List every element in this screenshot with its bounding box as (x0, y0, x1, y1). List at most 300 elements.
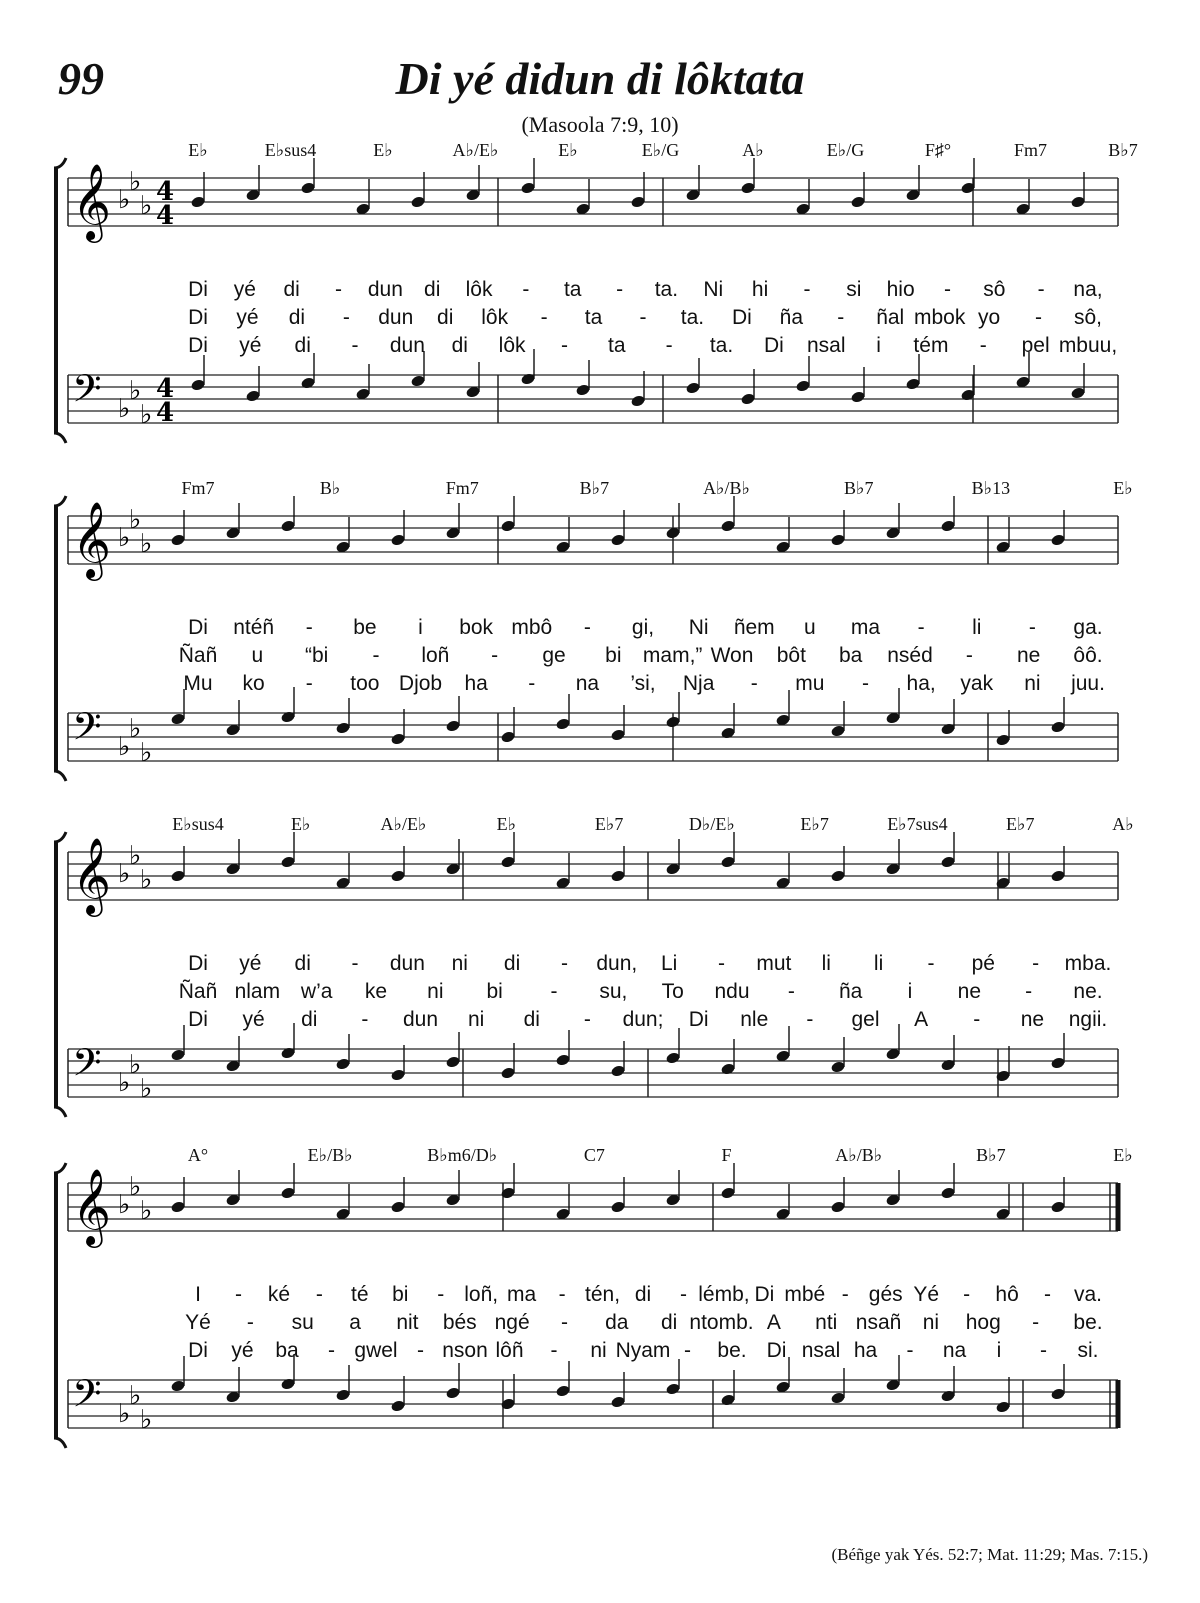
lyric-syllable: ta (584, 306, 603, 329)
chord-symbol: E♭/G (826, 140, 865, 160)
lyric-syllable: ta (563, 278, 582, 301)
chord-symbol: A♭ (1112, 814, 1134, 834)
lyric-syllable: - (1037, 278, 1045, 301)
lyric-syllable: - (750, 672, 758, 695)
lyric-syllable: Di (188, 1339, 208, 1362)
lyric-syllable: ke (364, 980, 388, 1003)
lyric-syllable: - (335, 278, 343, 301)
lyric-syllable: ga. (1073, 616, 1103, 639)
lyric-syllable: dun (378, 306, 414, 329)
lyric-syllable: sô (983, 278, 1006, 301)
lyric-syllable: tém (913, 334, 949, 357)
lyric-syllable: té (351, 1283, 369, 1306)
lyric-syllable: ña (838, 980, 863, 1003)
lyric-syllable: Di (188, 278, 208, 301)
lyric-syllable: yo (978, 306, 1001, 329)
lyric-syllable: mba. (1064, 952, 1112, 975)
chord-symbol: B♭13 (971, 478, 1011, 498)
lyric-syllable: - (1025, 980, 1033, 1003)
bracket-hook (54, 496, 66, 506)
lyric-syllable: ñem (733, 616, 775, 639)
lyric-syllable: - (927, 952, 935, 975)
chord-symbol: D♭/E♭ (688, 814, 735, 834)
lyric-syllable: u (251, 644, 264, 667)
lyric-syllable: - (973, 1008, 981, 1031)
key-signature-flat-icon: ♭ (140, 529, 153, 559)
lyric-syllable: ni (467, 1008, 485, 1031)
lyric-syllable: yé (239, 334, 262, 357)
lyric-syllable: - (943, 278, 951, 301)
bracket-hook (54, 1107, 66, 1117)
key-signature-flat-icon: ♭ (140, 865, 153, 895)
lyric-syllable: Ñañ (178, 980, 218, 1003)
lyric-syllable: ha, (906, 672, 936, 695)
lyric-syllable: lémb, (698, 1283, 750, 1306)
lyric-syllable: ntéñ (233, 616, 275, 639)
chord-symbol: F (721, 1145, 732, 1165)
lyric-syllable: mut (756, 952, 792, 975)
lyric-syllable: “bi (304, 644, 329, 667)
lyric-syllable: pel (1021, 334, 1050, 357)
lyric-syllable: i (907, 980, 913, 1003)
lyric-syllable: - (491, 644, 499, 667)
lyric-syllable: a (349, 1311, 361, 1334)
chord-symbol: E♭7 (594, 814, 624, 834)
lyric-syllable: dun; (622, 1008, 664, 1031)
bracket-hook (54, 771, 66, 781)
lyric-syllable: di (503, 952, 521, 975)
lyric-syllable: I (195, 1283, 201, 1306)
lyric-syllable: loñ (421, 644, 450, 667)
lyric-syllable: ’si, (630, 672, 656, 695)
lyric-syllable: be. (1073, 1311, 1103, 1334)
lyric-syllable: dun (402, 1008, 439, 1031)
chord-symbol: B♭7 (843, 478, 874, 498)
lyric-syllable: yé (231, 1339, 254, 1362)
key-signature-flat-icon: ♭ (140, 191, 153, 221)
lyric-syllable: mam,” (642, 644, 703, 667)
chord-symbol: E♭ (1113, 478, 1133, 498)
music-system (48, 814, 1158, 1134)
lyric-syllable: yak (960, 672, 994, 695)
lyric-syllable: bôt (776, 644, 806, 667)
lyric-syllable: ma (850, 616, 881, 639)
lyric-syllable: - (328, 1339, 335, 1362)
music-system (48, 1145, 1158, 1465)
lyric-syllable: di (634, 1283, 652, 1306)
key-signature-flat-icon: ♭ (129, 714, 142, 744)
lyric-syllable: - (1032, 952, 1040, 975)
lyric-syllable: ge (542, 644, 566, 667)
key-signature-flat-icon: ♭ (140, 1196, 153, 1226)
lyric-syllable: ta. (709, 334, 734, 357)
lyric-syllable: Mu (183, 672, 213, 695)
lyric-syllable: ha (853, 1339, 878, 1362)
lyric-syllable: w’a (300, 980, 333, 1003)
lyric-syllable: - (616, 278, 624, 301)
key-signature-flat-icon: ♭ (118, 1190, 131, 1220)
chord-symbol: B♭7 (579, 478, 610, 498)
lyric-syllable: si. (1077, 1339, 1099, 1362)
bass-clef-icon: 𝄢 (72, 366, 102, 420)
chord-symbol: E♭ (1113, 1145, 1133, 1165)
chord-symbol: F♯° (924, 140, 952, 160)
key-signature-flat-icon: ♭ (129, 1050, 142, 1080)
key-signature-flat-icon: ♭ (129, 1381, 142, 1411)
chord-symbol: A♭/B♭ (835, 1145, 883, 1165)
lyric-syllable: ké (267, 1283, 290, 1306)
lyric-syllable: loñ, (464, 1283, 499, 1306)
lyric-syllable: da (605, 1311, 629, 1334)
chord-symbol: Fm7 (445, 478, 479, 498)
lyric-syllable: - (1035, 306, 1043, 329)
hymn-number: 99 (58, 53, 104, 104)
treble-clef-icon: 𝄞 (72, 837, 112, 914)
hymn-subtitle: (Masoola 7:9, 10) (521, 112, 679, 137)
lyric-syllable: - (560, 334, 568, 357)
lyric-syllable: na, (1073, 278, 1103, 301)
bass-clef-icon: 𝄢 (72, 1371, 102, 1425)
chord-symbol: Fm7 (181, 478, 215, 498)
chord-symbol: C7 (583, 1145, 605, 1165)
key-signature-flat-icon: ♭ (129, 1172, 142, 1202)
lyric-syllable: too (350, 672, 380, 695)
bracket-hook (54, 832, 66, 842)
lyric-syllable: nit (396, 1311, 419, 1334)
lyric-syllable: bi (392, 1283, 409, 1306)
lyric-syllable: Di (188, 1008, 208, 1031)
lyric-syllable: nson (442, 1339, 488, 1362)
lyric-syllable: ni (451, 952, 468, 975)
lyric-syllable: ne (1016, 644, 1041, 667)
lyric-syllable: - (558, 1283, 566, 1306)
lyric-syllable: Ni (703, 278, 724, 301)
lyric-syllable: nti (815, 1311, 838, 1334)
chord-symbol: E♭ (558, 140, 578, 160)
lyric-syllable: - (372, 644, 380, 667)
chord-symbol: E♭/G (641, 140, 680, 160)
lyric-syllable: ne. (1073, 980, 1103, 1003)
chord-symbol: E♭7 (800, 814, 829, 834)
lyric-syllable: di (294, 952, 311, 975)
treble-clef-icon: 𝄞 (72, 1168, 112, 1245)
chord-symbol: E♭sus4 (264, 140, 317, 160)
lyric-syllable: juu. (1071, 672, 1105, 695)
lyric-syllable: nsañ (855, 1311, 902, 1334)
lyric-syllable: Won (710, 644, 754, 667)
lyric-syllable: lôk (498, 334, 526, 357)
lyric-syllable: lôk (465, 278, 493, 301)
lyric-syllable: nsal (801, 1339, 841, 1362)
lyric-syllable: Di (763, 334, 784, 357)
lyric-syllable: Yé (185, 1311, 211, 1334)
lyric-syllable: ba (838, 644, 863, 667)
lyric-syllable: bés (442, 1311, 477, 1334)
lyric-syllable: - (965, 644, 973, 667)
key-signature-flat-icon: ♭ (140, 1074, 153, 1104)
bracket-hook (54, 1163, 66, 1173)
lyric-syllable: dun (389, 334, 425, 357)
lyric-syllable: - (560, 1311, 568, 1334)
lyric-syllable: - (684, 1339, 691, 1362)
scripture-references: (Béñge yak Yés. 52:7; Mat. 11:29; Mas. 7:15.) (831, 1545, 1148, 1564)
lyric-syllable: - (315, 1283, 323, 1306)
lyric-syllable: hog (965, 1311, 1001, 1334)
key-signature-flat-icon: ♭ (129, 376, 142, 406)
lyric-syllable: nsal (806, 334, 846, 357)
lyric-syllable: ni (922, 1311, 940, 1334)
lyric-syllable: su, (599, 980, 628, 1003)
chord-symbol: E♭ (496, 814, 517, 834)
lyric-syllable: gwel (354, 1339, 398, 1362)
key-signature-flat-icon: ♭ (118, 1399, 131, 1429)
lyric-syllable: mbok (913, 306, 966, 329)
lyric-syllable: i (418, 616, 423, 639)
time-signature-bottom: 4 (156, 201, 175, 231)
lyric-syllable: va. (1073, 1283, 1103, 1306)
bracket-hook (54, 158, 66, 168)
lyric-syllable: dun (367, 278, 403, 301)
lyric-syllable: mu (795, 672, 825, 695)
bracket-hook (54, 433, 66, 443)
chord-symbol: B♭m6/D♭ (427, 1145, 498, 1165)
chord-symbol: E♭ (373, 140, 393, 160)
chord-symbol: Fm7 (1013, 140, 1048, 160)
lyric-syllable: mbô (511, 616, 553, 639)
lyric-syllable: - (342, 306, 350, 329)
lyric-syllable: ôô. (1073, 644, 1103, 667)
lyric-syllable: ne (1020, 1008, 1045, 1031)
lyric-syllable: - (963, 1283, 971, 1306)
key-signature-flat-icon: ♭ (140, 400, 153, 430)
lyric-syllable: su (291, 1311, 314, 1334)
lyric-syllable: - (560, 952, 568, 975)
lyric-syllable: ndu (714, 980, 750, 1003)
lyric-syllable: si (846, 278, 862, 301)
chord-symbol: B♭ (319, 478, 341, 498)
key-signature-flat-icon: ♭ (118, 523, 131, 553)
lyric-syllable: hio (886, 278, 915, 301)
lyric-syllable: mbuu, (1058, 334, 1118, 357)
lyric-syllable: - (540, 306, 548, 329)
lyric-syllable: di (288, 306, 306, 329)
lyric-syllable: nséd (887, 644, 933, 667)
bass-clef-icon: 𝄢 (72, 1040, 102, 1094)
lyric-syllable: dun (389, 952, 425, 975)
lyric-syllable: Di (188, 616, 208, 639)
lyric-syllable: - (437, 1283, 445, 1306)
lyric-syllable: be (353, 616, 377, 639)
lyric-syllable: A (766, 1311, 781, 1334)
lyric-syllable: di (660, 1311, 678, 1334)
lyric-syllable: - (583, 616, 591, 639)
lyric-syllable: Ni (688, 616, 709, 639)
lyric-syllable: ta (608, 334, 626, 357)
lyric-syllable: - (550, 1339, 558, 1362)
chord-symbol: A♭/B♭ (703, 478, 751, 498)
lyric-syllable: tén, (585, 1283, 621, 1306)
lyric-syllable: ña (779, 306, 804, 329)
key-signature-flat-icon: ♭ (118, 185, 131, 215)
lyric-syllable: - (639, 306, 647, 329)
lyric-syllable: Di (731, 306, 752, 329)
lyric-syllable: ngé (494, 1311, 530, 1334)
chord-symbol: B♭7 (1108, 140, 1138, 160)
lyric-syllable: - (841, 1283, 849, 1306)
lyric-syllable: Di (754, 1283, 775, 1306)
lyric-syllable: bok (459, 616, 494, 639)
lyric-syllable: - (550, 980, 558, 1003)
music-system (48, 478, 1158, 798)
lyric-syllable: yé (242, 1008, 265, 1031)
key-signature-flat-icon: ♭ (129, 167, 142, 197)
lyric-syllable: - (528, 672, 536, 695)
lyric-syllable: di (523, 1008, 540, 1031)
lyric-syllable: ta. (680, 306, 705, 329)
time-signature-top: 4 (156, 177, 175, 207)
key-signature-flat-icon: ♭ (140, 738, 153, 768)
lyric-syllable: ma (507, 1283, 537, 1306)
lyric-syllable: Di (188, 334, 208, 357)
lyric-syllable: lôk (481, 306, 509, 329)
lyric-syllable: Di (188, 952, 208, 975)
key-signature-flat-icon: ♭ (140, 1405, 153, 1435)
lyric-syllable: li (873, 952, 884, 975)
chord-symbol: A° (187, 1145, 209, 1165)
lyric-syllable: i (876, 334, 881, 357)
lyric-syllable: li (972, 616, 982, 639)
hymn-title: Di yé didun di lôktata (395, 53, 805, 104)
lyric-syllable: ni (1024, 672, 1041, 695)
lyric-syllable: pé (971, 952, 995, 975)
lyric-syllable: Li (660, 952, 678, 975)
lyric-syllable: Djob (398, 672, 443, 695)
chord-symbol: E♭ (188, 140, 208, 160)
lyric-syllable: - (862, 672, 869, 695)
lyric-syllable: di (424, 278, 441, 301)
lyric-syllable: - (837, 306, 845, 329)
lyric-syllable: - (979, 334, 987, 357)
lyric-syllable: - (1032, 1311, 1040, 1334)
lyric-syllable: - (718, 952, 726, 975)
lyric-syllable: di (301, 1008, 318, 1031)
lyric-syllable: i (996, 1339, 1002, 1362)
lyric-syllable: - (417, 1339, 424, 1362)
lyric-syllable: gés (868, 1283, 903, 1306)
lyric-syllable: - (522, 278, 530, 301)
key-signature-flat-icon: ♭ (118, 394, 131, 424)
lyric-syllable: - (665, 334, 673, 357)
lyric-syllable: - (246, 1311, 254, 1334)
bracket-hook (54, 1438, 66, 1448)
lyric-syllable: - (806, 1008, 814, 1031)
lyric-syllable: bi (605, 644, 622, 667)
key-signature-flat-icon: ♭ (118, 859, 131, 889)
lyric-syllable: hô (995, 1283, 1019, 1306)
lyric-syllable: dun, (596, 952, 638, 975)
key-signature-flat-icon: ♭ (129, 841, 142, 871)
lyric-syllable: - (361, 1008, 369, 1031)
lyric-syllable: - (351, 952, 359, 975)
lyric-syllable: Di (766, 1339, 787, 1362)
lyric-syllable: na (942, 1339, 967, 1362)
lyric-syllable: ba (275, 1339, 299, 1362)
lyric-syllable: di (451, 334, 468, 357)
music-system (48, 140, 1158, 460)
lyric-syllable: Ñañ (178, 644, 218, 667)
lyric-syllable: di (437, 306, 454, 329)
lyric-syllable: Di (688, 1008, 709, 1031)
lyric-syllable: A (914, 1008, 929, 1031)
lyric-syllable: ngii. (1068, 1008, 1108, 1031)
key-signature-flat-icon: ♭ (118, 1068, 131, 1098)
lyric-syllable: - (1044, 1283, 1052, 1306)
key-signature-flat-icon: ♭ (118, 732, 131, 762)
lyric-syllable: be. (717, 1339, 747, 1362)
lyric-syllable: nlam (234, 980, 281, 1003)
lyric-syllable: ñal (876, 306, 905, 329)
lyric-syllable: - (679, 1283, 687, 1306)
lyric-syllable: ntomb. (689, 1311, 754, 1334)
lyric-syllable: - (1028, 616, 1036, 639)
lyric-syllable: sô, (1073, 306, 1103, 329)
lyric-syllable: - (1040, 1339, 1047, 1362)
lyric-syllable: ni (427, 980, 444, 1003)
lyric-syllable: - (583, 1008, 591, 1031)
chord-symbol: E♭7 (1005, 814, 1035, 834)
lyric-syllable: di (294, 334, 311, 357)
lyric-syllable: u (804, 616, 816, 639)
chord-symbol: E♭/B♭ (307, 1145, 353, 1165)
lyric-syllable: gi, (631, 616, 655, 639)
lyric-syllable: di (283, 278, 300, 301)
lyric-syllable: Di (188, 306, 208, 329)
chord-symbol: A♭ (742, 140, 764, 160)
lyric-syllable: - (906, 1339, 914, 1362)
lyric-syllable: yé (239, 952, 262, 975)
lyric-syllable: ta. (654, 278, 679, 301)
lyric-syllable: - (351, 334, 359, 357)
staff-lines (48, 478, 1158, 798)
lyric-syllable: - (305, 616, 313, 639)
lyric-syllable: nle (740, 1008, 769, 1031)
lyric-syllable: li (821, 952, 831, 975)
lyric-syllable: ne (957, 980, 982, 1003)
time-signature-top: 4 (156, 374, 175, 404)
treble-clef-icon: 𝄞 (72, 501, 112, 578)
lyric-syllable: lôñ (495, 1339, 524, 1362)
chord-symbol: A♭/E♭ (452, 140, 499, 160)
lyric-syllable: Nyam (615, 1339, 671, 1362)
lyric-syllable: na (575, 672, 600, 695)
treble-clef-icon: 𝄞 (72, 163, 112, 240)
chord-symbol: E♭ (291, 814, 311, 834)
lyric-syllable: To (661, 980, 684, 1003)
lyric-syllable: yé (233, 278, 256, 301)
lyric-syllable: mbé (784, 1283, 826, 1306)
lyric-syllable: - (234, 1283, 242, 1306)
lyric-syllable: - (803, 278, 811, 301)
lyric-syllable: yé (236, 306, 259, 329)
lyric-syllable: Nja (682, 672, 715, 695)
lyric-syllable: gel (851, 1008, 880, 1031)
lyric-syllable: ni (590, 1339, 607, 1362)
key-signature-flat-icon: ♭ (129, 505, 142, 535)
lyric-syllable: ko (242, 672, 265, 695)
lyric-syllable: bi (486, 980, 503, 1003)
chord-symbol: E♭7sus4 (887, 814, 948, 834)
lyric-syllable: - (305, 672, 313, 695)
